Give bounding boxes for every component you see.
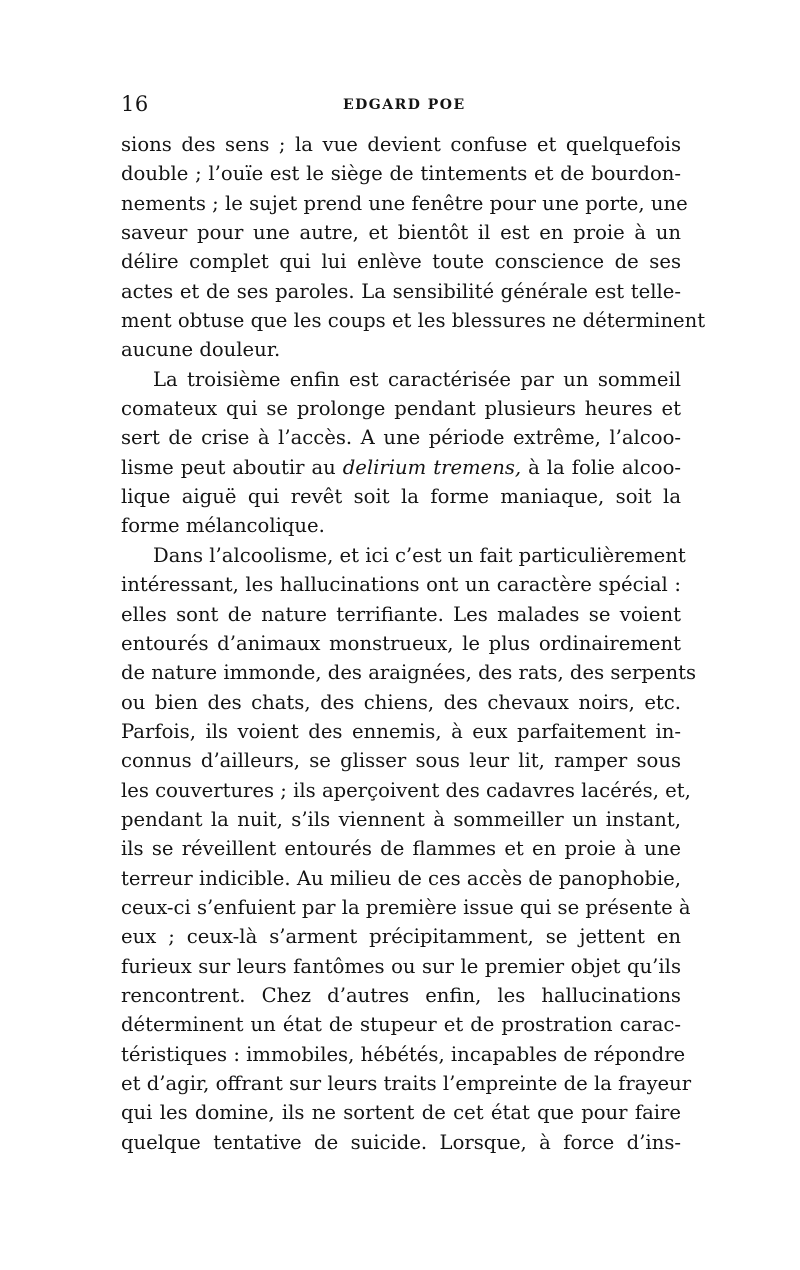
text-line: aucune douleur.: [121, 338, 281, 362]
text-line: quelque tentative de suicide. Lorsque, à force d’ins-: [121, 1130, 681, 1154]
running-head: EDGARD POE: [343, 97, 466, 113]
text-line: comateux qui se prolonge pendant plusieurs heures et: [121, 397, 681, 421]
text-line: ils se réveillent entourés de flammes et en proie à une: [121, 837, 681, 861]
paragraph-2: [121, 365, 681, 541]
text-line: de nature immonde, des araignées, des rats, des serpents: [121, 661, 697, 685]
text-line: ment obtuse que les coups et les blessures ne déterminent: [121, 309, 706, 333]
text-line: connus d’ailleurs, se glisser sous leur lit, ramper sous: [121, 749, 681, 773]
text-line: La troisième enfin est caractérisée par un sommeil: [153, 367, 681, 391]
text-segment: à la folie alcoo-: [528, 455, 681, 479]
text-line: forme mélancolique.: [121, 514, 325, 538]
text-segment: lisme peut aboutir au: [121, 455, 336, 479]
text-line: Dans l’alcoolisme, et ici c’est un fait particulièrement: [153, 543, 686, 567]
text-line: qui les domine, ils ne sortent de cet état que pour faire: [121, 1101, 681, 1125]
paragraph-1: [121, 130, 706, 365]
book-page: [121, 92, 706, 1252]
body-text: [121, 130, 706, 1157]
text-line: ceux-ci s’enfuient par la première issue qui se présente à: [121, 895, 691, 919]
text-line: actes et de ses paroles. La sensibilité générale est telle-: [121, 279, 681, 303]
text-line: pendant la nuit, s’ils viennent à sommeiller un instant,: [121, 807, 681, 831]
text-line: nements ; le sujet prend une fenêtre pour une porte, une: [121, 191, 688, 215]
italic-phrase: delirium tremens,: [342, 455, 522, 479]
text-line: elles sont de nature terrifiante. Les malades se voient: [121, 602, 681, 626]
text-line: Parfois, ils voient des ennemis, à eux parfaitement in-: [121, 719, 681, 743]
text-line: sert de crise à l’accès. A une période extrême, l’alcoo-: [121, 426, 681, 450]
text-line: entourés d’animaux monstrueux, le plus ordinairement: [121, 631, 681, 655]
text-line: déterminent un état de stupeur et de prostration carac-: [121, 1013, 681, 1037]
text-line: téristiques : immobiles, hébétés, incapables de répondre: [121, 1042, 686, 1066]
paragraph-3: [121, 541, 697, 1157]
text-line: délire complet qui lui enlève toute conscience de ses: [121, 250, 681, 274]
page-header: [121, 92, 681, 122]
text-line: les couvertures ; ils aperçoivent des cadavres lacérés, et,: [121, 778, 691, 802]
text-line: double ; l’ouïe est le siège de tintements et de bourdon-: [121, 162, 681, 186]
text-line: et d’agir, offrant sur leurs traits l’empreinte de la frayeur: [121, 1072, 692, 1095]
text-line: saveur pour une autre, et bientôt il est en proie à un: [121, 221, 681, 245]
text-line: intéressant, les hallucinations ont un caractère spécial :: [121, 573, 681, 597]
text-line-mixed: [121, 453, 681, 482]
text-line: furieux sur leurs fantômes ou sur le premier objet qu’ils: [121, 954, 681, 978]
text-line: sions des sens ; la vue devient confuse et quelquefois: [121, 133, 681, 156]
text-line: terreur indicible. Au milieu de ces accès de panophobie,: [121, 866, 681, 890]
page-number: 16: [121, 92, 149, 116]
text-line: lique aiguë qui revêt soit la forme maniaque, soit la: [121, 485, 681, 509]
text-line: eux ; ceux-là s’arment précipitamment, se jettent en: [121, 925, 681, 949]
text-line: rencontrent. Chez d’autres enfin, les hallucinations: [121, 983, 681, 1007]
text-line: ou bien des chats, des chiens, des chevaux noirs, etc.: [121, 690, 681, 714]
